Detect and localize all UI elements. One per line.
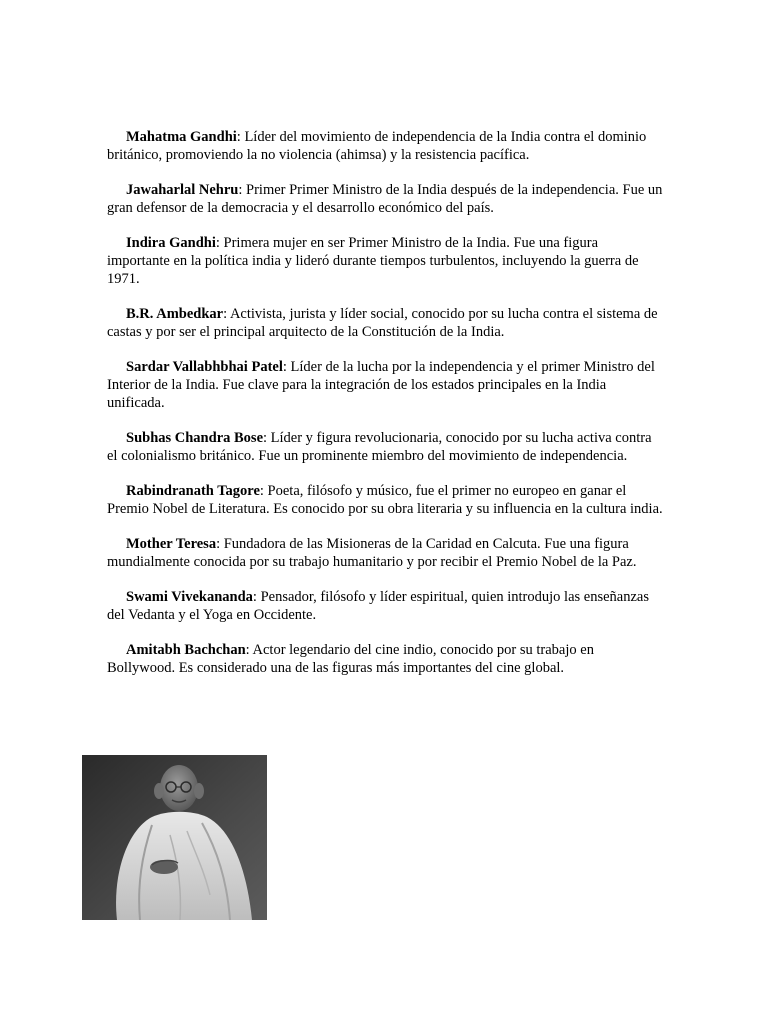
portrait-illustration [82,755,267,920]
person-name: Swami Vivekananda [126,589,253,605]
person-description: : Actor legendario del cine indio, conocido por su trabajo en Bollywood. Es considerado una de las figuras más importantes del cine global. [107,642,594,676]
person-name: Subhas Chandra Bose [126,430,263,446]
person-name: Sardar Vallabhbhai Patel [126,359,283,375]
document-body [107,128,663,694]
person-description: : Activista, jurista y líder social, conocido por su lucha contra el sistema de castas y por ser el principal arquitecto de la Constitución de la India. [107,306,658,340]
person-name: B.R. Ambedkar [126,306,224,322]
paragraph-mother-teresa [107,535,663,571]
paragraph-sardar-patel [107,358,663,412]
person-description: : Poeta, filósofo y músico, fue el primer no europeo en ganar el Premio Nobel de Literatura. Es conocido por su obra literaria y su influencia en la cultura india. [107,483,663,517]
gandhi-portrait-photo [82,755,267,920]
person-name: Mother Teresa [126,536,217,552]
paragraph-subhas-chandra-bose [107,429,663,465]
paragraph-swami-vivekananda [107,588,663,624]
person-name: Mahatma Gandhi [126,129,237,145]
person-description: : Líder y figura revolucionaria, conocido por su lucha activa contra el colonialismo británico. Fue un prominente miembro del movimiento de independencia. [107,430,652,464]
person-name: Rabindranath Tagore [126,483,260,499]
person-description: : Líder de la lucha por la independencia y el primer Ministro del Interior de la India. Fue clave para la integración de los estados principales en la India unificada. [107,359,655,411]
person-name: Jawaharlal Nehru [126,182,239,198]
paragraph-mahatma-gandhi [107,128,663,164]
person-description: : Fundadora de las Misioneras de la Caridad en Calcuta. Fue una figura mundialmente conocida por su trabajo humanitario y por recibir el Premio Nobel de la Paz. [107,536,637,570]
person-description: : Pensador, filósofo y líder espiritual, quien introdujo las enseñanzas del Vedanta y el Yoga en Occidente. [107,589,649,623]
person-name: Indira Gandhi [126,235,216,251]
person-description: : Líder del movimiento de independencia de la India contra el dominio británico, promoviendo la no violencia (ahimsa) y la resistencia pacífica. [107,129,647,163]
paragraph-jawaharlal-nehru [107,181,663,217]
person-description: : Primera mujer en ser Primer Ministro de la India. Fue una figura importante en la política india y lideró durante tiempos turbulentos, incluyendo la guerra de 1971. [107,235,639,287]
paragraph-amitabh-bachchan [107,641,663,677]
paragraph-indira-gandhi [107,234,663,288]
paragraph-br-ambedkar [107,305,663,341]
person-name: Amitabh Bachchan [126,642,246,658]
person-description: : Primer Primer Ministro de la India después de la independencia. Fue un gran defensor de la democracia y el desarrollo económico del país. [107,182,663,216]
paragraph-rabindranath-tagore [107,482,663,518]
